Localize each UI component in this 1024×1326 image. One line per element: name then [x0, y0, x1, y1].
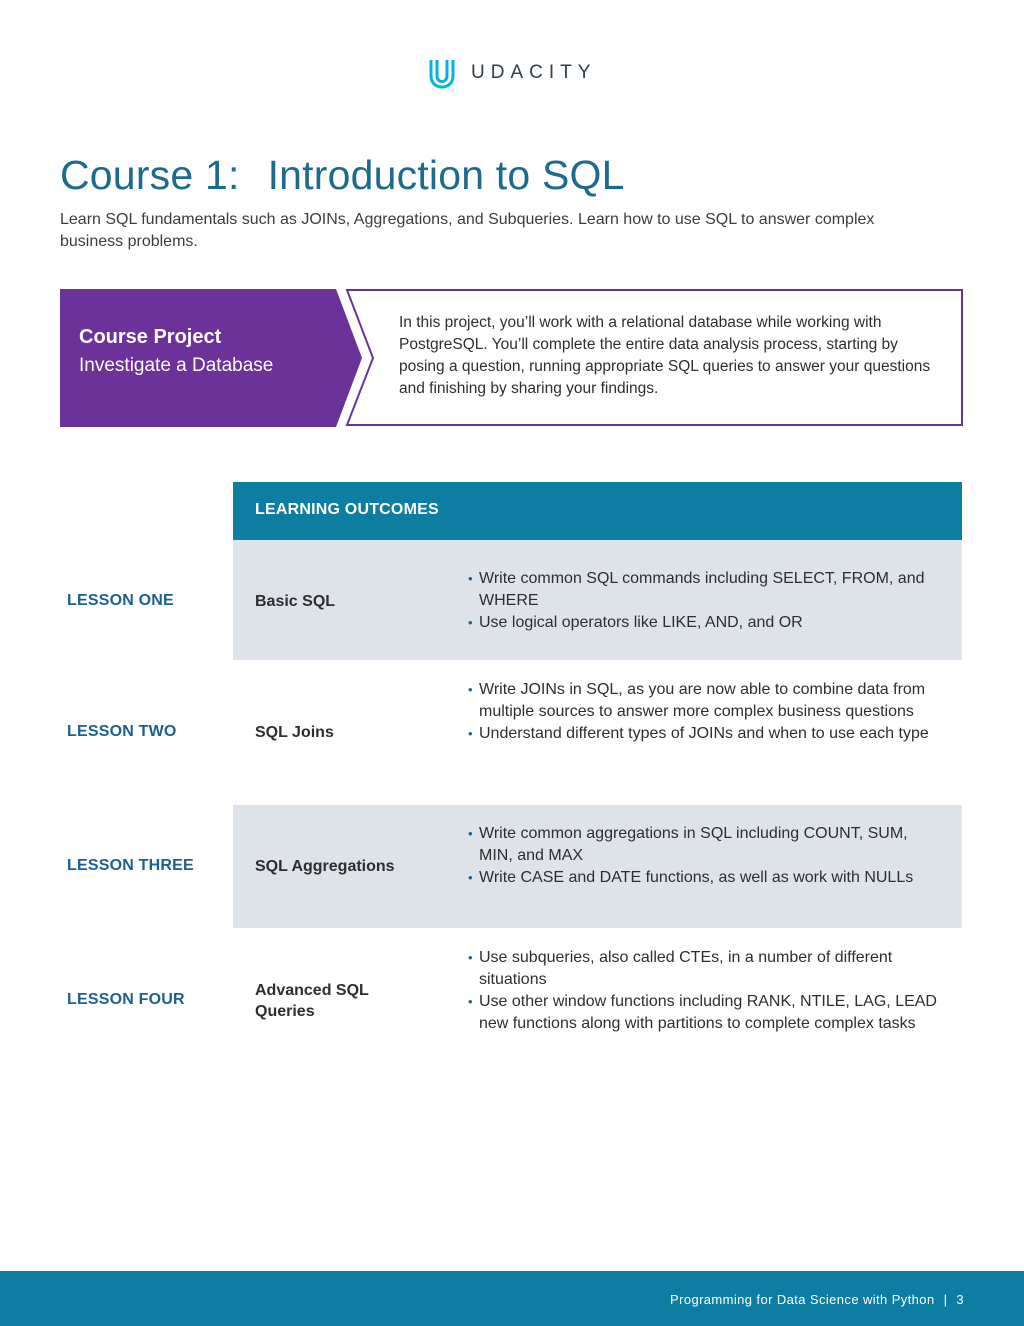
udacity-logo	[427, 56, 596, 90]
lesson-label: LESSON TWO	[67, 723, 177, 740]
lesson-row-three	[0, 805, 1024, 928]
footer-separator: |	[943, 1292, 948, 1307]
lesson-row-one	[0, 540, 1024, 660]
brand-name: UDACITY	[471, 62, 597, 83]
lesson-outcomes-list	[468, 947, 938, 1035]
outcome-bullet: • Use subqueries, also called CTEs, in a number of different situations	[468, 947, 938, 991]
project-name: Investigate a Database	[79, 355, 274, 376]
lesson-label: LESSON FOUR	[67, 991, 185, 1008]
lesson-outcomes-list	[468, 823, 938, 889]
lesson-row-four	[0, 928, 1024, 1068]
lesson-name: SQL Aggregations	[255, 858, 395, 875]
outcome-bullet: • Understand different types of JOINs and when to use each type	[468, 723, 938, 745]
course-project-banner	[60, 288, 965, 428]
outcome-bullet: • Use other window functions including RANK, NTILE, LAG, LEAD new functions along with partitions to complete complex tasks	[468, 991, 938, 1035]
course-name: Introduction to SQL	[267, 152, 625, 198]
learning-outcomes-header	[233, 482, 962, 540]
lesson-label: LESSON THREE	[67, 857, 194, 874]
lesson-name: Basic SQL	[255, 593, 336, 610]
lesson-name: Advanced SQL Queries	[255, 982, 369, 1020]
outcome-bullet: • Use logical operators like LIKE, AND, and OR	[468, 612, 938, 634]
lesson-name: SQL Joins	[255, 724, 334, 741]
project-label: Course Project	[79, 326, 222, 348]
course-title	[60, 152, 625, 199]
learning-outcomes-title: LEARNING OUTCOMES	[255, 501, 439, 518]
page-number: 3	[956, 1292, 964, 1307]
project-description: In this project, you’ll work with a relational database while working with PostgreSQL. You’ll complete the entire data analysis process, starting by posing a question, running appropriate SQL queries to answer your questions and finishing by sharing your findings.	[399, 314, 931, 397]
course-number: Course 1:	[60, 152, 240, 198]
lesson-row-two	[0, 660, 1024, 805]
outcome-bullet: • Write JOINs in SQL, as you are now able to combine data from multiple sources to answer more complex business questions	[468, 679, 938, 723]
lesson-outcomes-list	[468, 679, 938, 745]
outcome-bullet: • Write common SQL commands including SELECT, FROM, and WHERE	[468, 568, 938, 612]
course-description: Learn SQL fundamentals such as JOINs, Aggregations, and Subqueries. Learn how to use SQL to answer complex business problems.	[60, 211, 875, 250]
outcome-bullet: • Write CASE and DATE functions, as well as work with NULLs	[468, 867, 938, 889]
program-name: Programming for Data Science with Python	[670, 1292, 935, 1307]
page-footer	[0, 1271, 1024, 1326]
lesson-outcomes-list	[468, 568, 938, 634]
lesson-label: LESSON ONE	[67, 592, 174, 609]
footer-text	[670, 1292, 964, 1307]
outcome-bullet: • Write common aggregations in SQL including COUNT, SUM, MIN, and MAX	[468, 823, 938, 867]
udacity-u-logo-icon	[427, 57, 457, 89]
